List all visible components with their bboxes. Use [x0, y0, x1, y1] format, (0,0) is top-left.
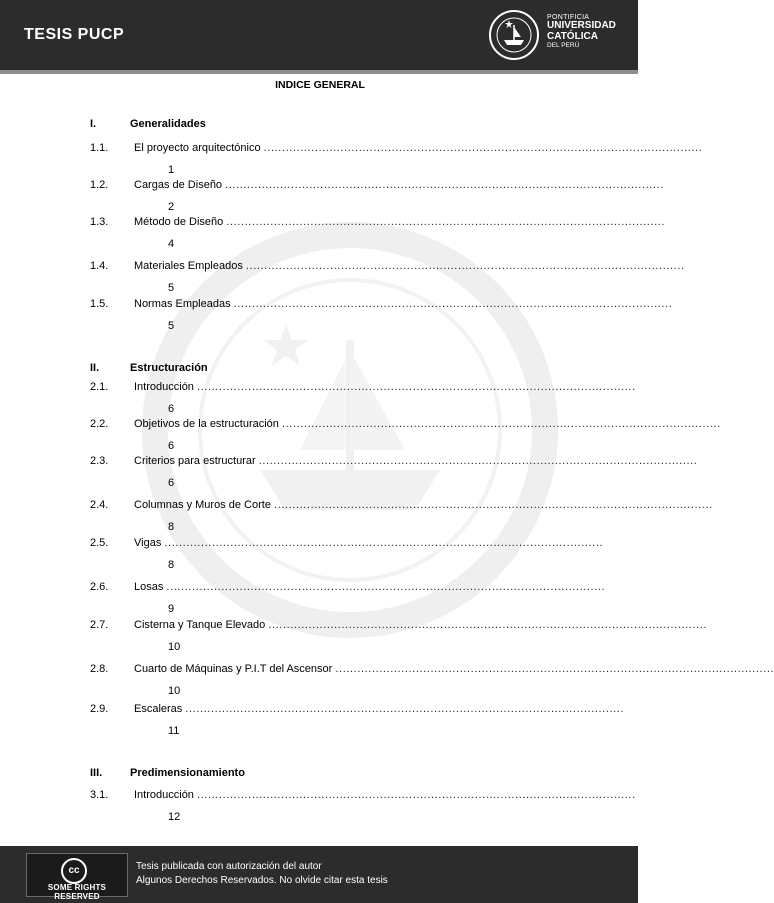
entry-number: 1.4.: [90, 260, 109, 272]
document-title-text: INDICE GENERAL: [275, 79, 365, 91]
entry-title: Columnas y Muros de Corte: [134, 499, 271, 511]
university-name: [547, 14, 616, 50]
entry-line: [134, 418, 721, 430]
section-name: Generalidades: [130, 118, 206, 130]
entry-number: 1.5.: [90, 298, 109, 310]
toc-entry[interactable]: [90, 455, 698, 495]
toc-entry[interactable]: [90, 216, 666, 256]
entry-title: Escaleras: [134, 703, 183, 715]
dot-leader: ........................................................................................................................: [268, 619, 708, 631]
footer-line1: Tesis publicada con autorización del autor: [136, 861, 322, 872]
entry-line: [134, 216, 666, 228]
toc-entry[interactable]: [90, 381, 636, 421]
entry-page: 6: [168, 440, 175, 452]
entry-title: Método de Diseño: [134, 216, 224, 228]
toc-entry[interactable]: [90, 619, 708, 659]
entry-line: [134, 537, 604, 549]
entry-number: 2.5.: [90, 537, 109, 549]
entry-page: 10: [168, 641, 181, 653]
entry-number: 2.8.: [90, 663, 109, 675]
toc-entry[interactable]: [90, 260, 685, 300]
dot-leader: ........................................................................................................................: [197, 789, 636, 801]
entry-title: El proyecto arquitectónico: [134, 142, 261, 154]
toc-entry[interactable]: [90, 663, 774, 703]
pucp-seal-logo: [488, 9, 540, 61]
toc-entry[interactable]: [90, 298, 673, 338]
dot-leader: ........................................................................................................................: [233, 298, 673, 310]
entry-page: 6: [168, 403, 175, 415]
toc-entry[interactable]: [90, 418, 721, 458]
section-number: I.: [90, 118, 97, 130]
entry-title: Losas: [134, 581, 164, 593]
entry-title: Cargas de Diseño: [134, 179, 223, 191]
dot-leader: ........................................................................................................................: [281, 418, 721, 430]
entry-page: 2: [168, 201, 175, 213]
entry-page: 4: [168, 238, 175, 250]
dot-leader: ........................................................................................................................: [166, 581, 606, 593]
entry-number: 2.4.: [90, 499, 109, 511]
entry-page: 1: [168, 164, 175, 176]
entry-page: 8: [168, 521, 175, 533]
dot-leader: ........................................................................................................................: [335, 663, 774, 675]
entry-number: 1.1.: [90, 142, 109, 154]
entry-number: 2.7.: [90, 619, 109, 631]
footer-notice: [136, 860, 388, 888]
entry-page: 6: [168, 477, 175, 489]
entry-number: 2.2.: [90, 418, 109, 430]
section-number: II.: [90, 362, 100, 374]
entry-page: 8: [168, 559, 175, 571]
entry-line: [134, 298, 673, 310]
dot-leader: ........................................................................................................................: [226, 216, 666, 228]
entry-line: [134, 619, 708, 631]
footer-line2: Algunos Derechos Reservados. No olvide citar esta tesis: [136, 875, 388, 886]
dot-leader: ........................................................................................................................: [225, 179, 664, 191]
entry-page: 5: [168, 320, 175, 332]
entry-number: 2.9.: [90, 703, 109, 715]
university-line1: PONTIFICIA: [547, 14, 590, 21]
entry-number: 2.3.: [90, 455, 109, 467]
university-line4: DEL PERÚ: [547, 42, 580, 50]
entry-line: [134, 260, 685, 272]
entry-title: Objetivos de la estructuración: [134, 418, 279, 430]
toc-entry[interactable]: [90, 703, 625, 743]
dot-leader: ........................................................................................................................: [258, 455, 698, 467]
entry-line: [134, 381, 636, 393]
toc-entry[interactable]: [90, 581, 606, 621]
university-line2: UNIVERSIDAD: [547, 20, 616, 32]
header-bar: [0, 0, 638, 70]
document-title: [0, 79, 638, 91]
creative-commons-badge[interactable]: [26, 853, 128, 901]
toc-entry[interactable]: [90, 179, 664, 219]
entry-line: [134, 499, 713, 511]
dot-leader: ........................................................................................................................: [274, 499, 713, 511]
entry-number: 2.6.: [90, 581, 109, 593]
entry-line: [134, 663, 774, 675]
dot-leader: ........................................................................................................................: [197, 381, 636, 393]
entry-number: 2.1.: [90, 381, 109, 393]
dot-leader: ........................................................................................................................: [245, 260, 685, 272]
toc-entry[interactable]: [90, 499, 713, 539]
dot-leader: ........................................................................................................................: [164, 537, 604, 549]
toc-entry[interactable]: [90, 142, 703, 182]
entry-line: [134, 455, 698, 467]
entry-line: [134, 789, 636, 801]
section-number: III.: [90, 767, 103, 779]
entry-number: 1.2.: [90, 179, 109, 191]
entry-page: 9: [168, 603, 175, 615]
dot-leader: ........................................................................................................................: [263, 142, 703, 154]
badge-text: SOME RIGHTS RESERVED: [47, 883, 107, 901]
entry-page: 10: [168, 685, 181, 697]
university-line3: CATÓLICA: [547, 30, 598, 42]
entry-page: 12: [168, 811, 181, 823]
creative-commons-icon: cc: [61, 858, 87, 884]
header-divider: [0, 70, 638, 74]
brand-title: TESIS PUCP: [24, 26, 125, 43]
entry-number: 1.3.: [90, 216, 109, 228]
entry-title: Cisterna y Tanque Elevado: [134, 619, 266, 631]
entry-page: 11: [168, 725, 180, 737]
entry-line: [134, 179, 664, 191]
dot-leader: ........................................................................................................................: [185, 703, 625, 715]
entry-line: [134, 142, 703, 154]
entry-title: Vigas: [134, 537, 162, 549]
entry-title: Introducción: [134, 789, 194, 801]
entry-title: Criterios para estructurar: [134, 455, 256, 467]
toc-entry[interactable]: [90, 537, 604, 577]
entry-page: 5: [168, 282, 175, 294]
section-name: Predimensionamiento: [130, 767, 245, 779]
section-name: Estructuración: [130, 362, 208, 374]
entry-title: Materiales Empleados: [134, 260, 243, 272]
entry-number: 3.1.: [90, 789, 109, 801]
entry-line: [134, 581, 606, 593]
entry-title: Normas Empleadas: [134, 298, 231, 310]
entry-line: [134, 703, 625, 715]
toc-entry[interactable]: [90, 789, 636, 829]
entry-title: Cuarto de Máquinas y P.I.T del Ascensor: [134, 663, 333, 675]
entry-title: Introducción: [134, 381, 194, 393]
